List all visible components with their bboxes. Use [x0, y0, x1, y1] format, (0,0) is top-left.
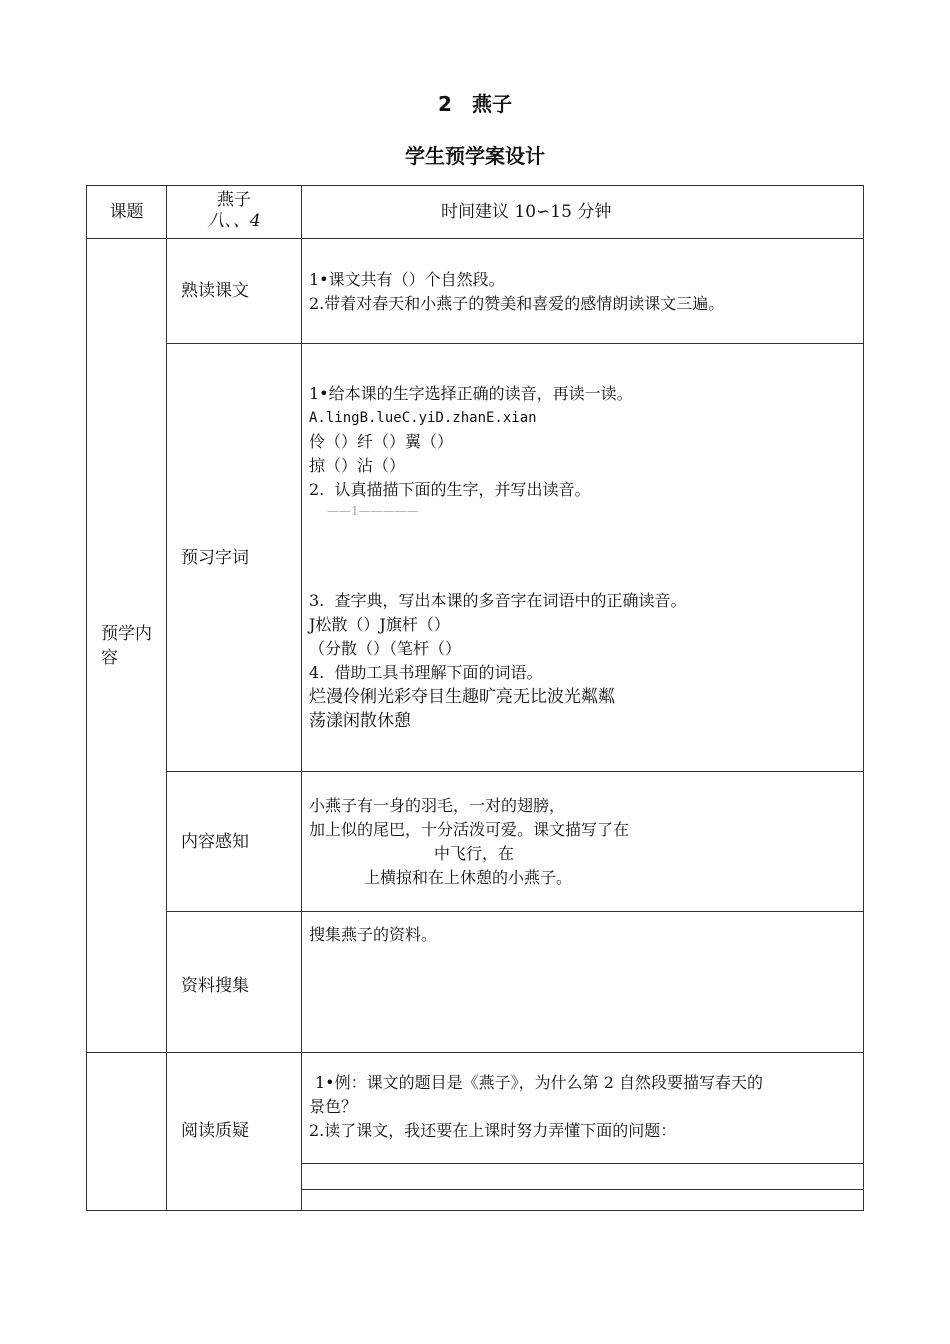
content-label: 内容感知: [181, 831, 249, 852]
words-line-10: 烂漫伶俐光彩夺目生趣旷亮无比波光粼粼: [309, 687, 615, 707]
words-line-1: 1•给本课的生字选择正确的读音，再读一读。: [309, 384, 633, 403]
document-title: 2 燕子: [438, 92, 512, 116]
words-line-2: A.lingB.lueC.yiD.zhanE.xian: [309, 410, 537, 426]
words-line-3: 伶（）纤（）翼（）: [309, 432, 454, 451]
question-line-3: 2.读了课文，我还要在上课时努力弄懂下面的问题：: [309, 1121, 677, 1140]
words-line-9: 4. 借助工具书理解下面的词语。: [309, 663, 543, 682]
answer-line-1[interactable]: [302, 1164, 864, 1189]
question-text: [302, 1071, 864, 1143]
words-content-part1: [302, 382, 864, 520]
prelearn-label: 预学内容: [101, 624, 152, 668]
question-line-1: 1•例：课文的题目是《燕子》，为什么第 2 自然段要描写春天的: [315, 1073, 763, 1092]
read-line-1: 1•课文共有（）个自然段。: [309, 270, 505, 289]
content-line-1: 小燕子有一身的羽毛，一对的翅膀，: [309, 796, 566, 815]
content-line-2: 加上似的尾巴，十分活泼可爱。课文描写了在: [309, 820, 630, 839]
words-line-7: J松散（）J旗杆（）: [309, 615, 450, 634]
read-label: 熟读课文: [181, 281, 249, 301]
words-line-6: 3. 查字典，写出本课的多音字在词语中的正确读音。: [309, 591, 687, 610]
topic-value-line1: 燕子: [217, 190, 251, 210]
time-hint: 时间建议 10∽15 分钟: [441, 202, 612, 222]
words-line-8: （分散（）（笔杆（）: [309, 639, 462, 658]
words-line-4: 掠（）沾（）: [309, 456, 406, 475]
topic-value: [167, 190, 301, 238]
words-content-part2: [302, 589, 864, 733]
read-line-2: 2.带着对春天和小燕子的赞美和喜爱的感情朗读课文三遍。: [309, 294, 725, 313]
topic-label: 课题: [109, 202, 144, 222]
material-text: 搜集燕子的资料。: [309, 925, 438, 944]
content-line-3: 中飞行，在: [434, 844, 515, 863]
topic-value-line2: 八、、4: [207, 211, 261, 231]
content-line-4: 上横掠和在上休憩的小燕子。: [364, 868, 573, 887]
read-content: [302, 268, 864, 316]
question-label: 阅读质疑: [181, 1121, 249, 1141]
material-label: 资料搜集: [181, 976, 249, 996]
content-text: [302, 794, 864, 890]
trace-dash-line: ——1—————: [327, 504, 419, 518]
words-line-5: 2. 认真描描下面的生字，并写出读音。: [309, 480, 591, 499]
answer-line-2[interactable]: [302, 1190, 864, 1210]
document-subtitle: 学生预学案设计: [405, 144, 545, 168]
words-line-11: 荡漾闲散休憩: [309, 711, 411, 731]
question-line-2: 景色？: [309, 1097, 358, 1116]
words-label: 预习字词: [181, 547, 249, 568]
